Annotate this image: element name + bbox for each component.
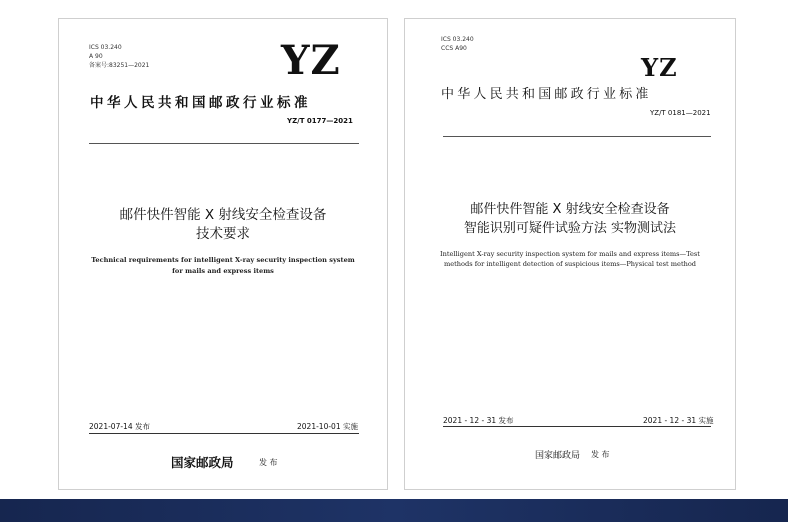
title-cn-line1: 邮件快件智能 X 射线安全检查设备 [470, 202, 670, 217]
yz-logo: YZ [281, 37, 341, 84]
title-cn-line2: 智能识别可疑件试验方法 实物测试法 [463, 221, 677, 236]
ics-code: ICS 03.240 [89, 44, 122, 51]
standard-number: YZ/T 0177—2021 [287, 117, 353, 125]
standard-cover-right [404, 18, 736, 490]
publish-label: 发 布 [259, 458, 278, 467]
title-en-line1: Intelligent X-ray security inspection system for mails and express items—Test [440, 250, 700, 258]
issuing-organization: 中华人民共和国邮政行业标准 [90, 95, 311, 111]
publisher: 国家邮政局 [171, 455, 234, 470]
publish-label: 发 布 [591, 450, 610, 459]
publisher: 国家邮政局 [535, 451, 581, 461]
filing-number: 备案号:83251—2021 [89, 62, 150, 69]
title-en-line2: methods for intelligent detection of suspicious items—Physical test method [443, 260, 697, 268]
standard-number: YZ/T 0181—2021 [650, 109, 711, 117]
title-cn-line1: 邮件快件智能 X 射线安全检查设备 [119, 207, 327, 223]
issue-date: 2021-07-14 发布 [89, 422, 150, 431]
title-en-line2: for mails and express items [172, 267, 274, 275]
implementation-date: 2021-10-01 实施 [297, 422, 358, 431]
title-cn-line2: 技术要求 [196, 226, 250, 242]
standard-cover-left [58, 18, 388, 490]
ccs-code: CCS A90 [441, 45, 467, 52]
ccs-code: A 90 [89, 53, 103, 60]
ics-code: ICS 03.240 [441, 36, 474, 43]
header-divider [89, 143, 359, 144]
issuing-organization: 中华人民共和国邮政行业标准 [441, 87, 652, 102]
issue-date: 2021 - 12 - 31 发布 [443, 416, 514, 425]
bottom-banner [0, 499, 788, 522]
yz-logo: YZ [641, 53, 678, 82]
footer-divider [443, 426, 711, 427]
footer-divider [89, 433, 359, 434]
title-en-line1: Technical requirements for intelligent X-ray security inspection system [91, 256, 355, 264]
implementation-date: 2021 - 12 - 31 实施 [643, 416, 714, 425]
header-divider [443, 136, 711, 137]
